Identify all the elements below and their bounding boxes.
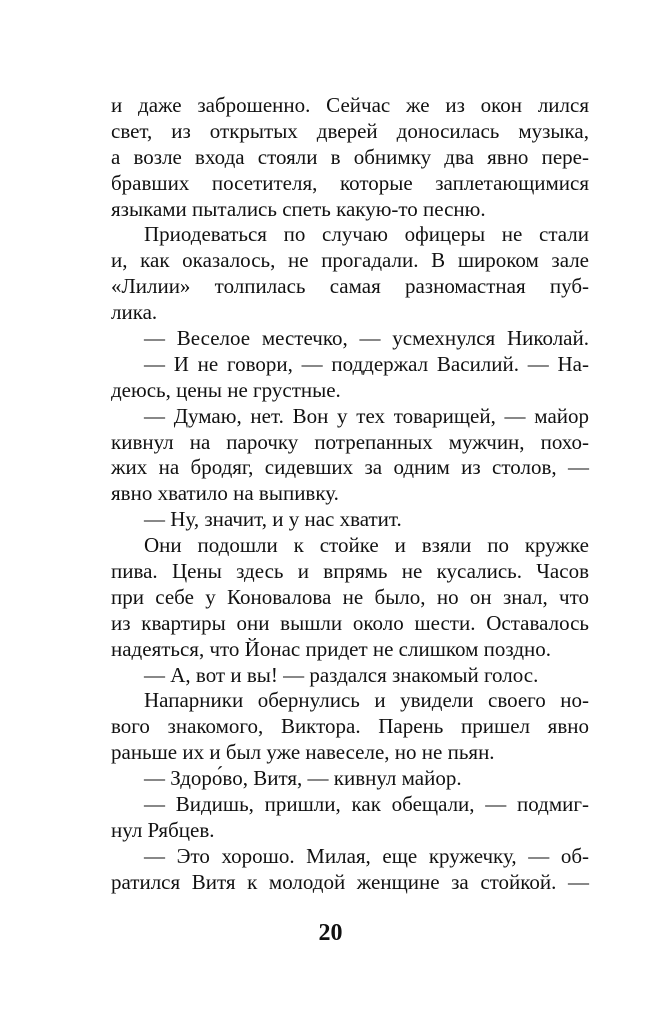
text-line: Они подошли к стойке и взяли по кружке [144,533,589,558]
text-line: раньше их и был уже навеселе, но не пьян. [111,740,495,765]
body-text [111,93,589,896]
text-line: бравших посетителя, которые заплетающимися [111,170,589,195]
text-line: при себе у Коновалова не было, но он знал, что [111,584,589,609]
text-line: явно хватило на выпивку. [111,481,339,506]
text-line: — И не говори, — поддержал Василий. — На- [144,351,589,376]
text-line: и даже заброшенно. Сейчас же из окон лился [111,93,589,117]
text-line: — Это хорошо. Милая, еще кружечку, — об- [144,843,589,868]
text-line: — Здоро́во, Витя, — кивнул майор. [144,766,462,791]
text-line: ратился Витя к молодой женщине за стойкой. — [111,869,589,894]
text-line: пива. Цены здесь и впрямь не кусались. Часов [111,559,589,584]
text-line: «Лилии» толпилась самая разномастная пуб- [111,274,589,299]
text-line: из квартиры они вышли около шести. Оставалось [111,610,589,635]
text-line: деюсь, цены не грустные. [111,377,341,402]
text-line: — Ну, значит, и у нас хватит. [144,507,402,532]
text-line: жих на бродяг, сидевших за одним из столов, — [111,455,589,480]
text-line: лика. [111,300,158,325]
text-line: свет, из открытых дверей доносилась музыка, [111,118,589,143]
text-line: Приодеваться по случаю офицеры не стали [144,222,589,247]
text-line: а возле входа стояли в обнимку два явно пере- [111,144,589,169]
text-line: — Веселое местечко, — усмехнулся Николай. [144,326,589,351]
text-line: и, как оказалось, не прогадали. В широком зале [111,248,589,273]
text-line: — Думаю, нет. Вон у тех товарищей, — майор [144,403,589,428]
text-line: нул Рябцев. [111,817,215,842]
text-line: вого знакомого, Виктора. Парень пришел явно [111,714,589,739]
text-line: надеяться, что Йонас придет не слишком поздно. [111,636,551,661]
text-line: языками пытались спеть какую-то песню. [111,196,486,221]
text-line: Напарники обернулись и увидели своего но- [144,688,589,713]
text-line: — А, вот и вы! — раздался знакомый голос. [144,662,539,687]
text-line: — Видишь, пришли, как обещали, — подмиг- [144,792,589,817]
text-line: кивнул на парочку потрепанных мужчин, похо- [111,429,589,454]
page-number: 20 [318,920,343,946]
